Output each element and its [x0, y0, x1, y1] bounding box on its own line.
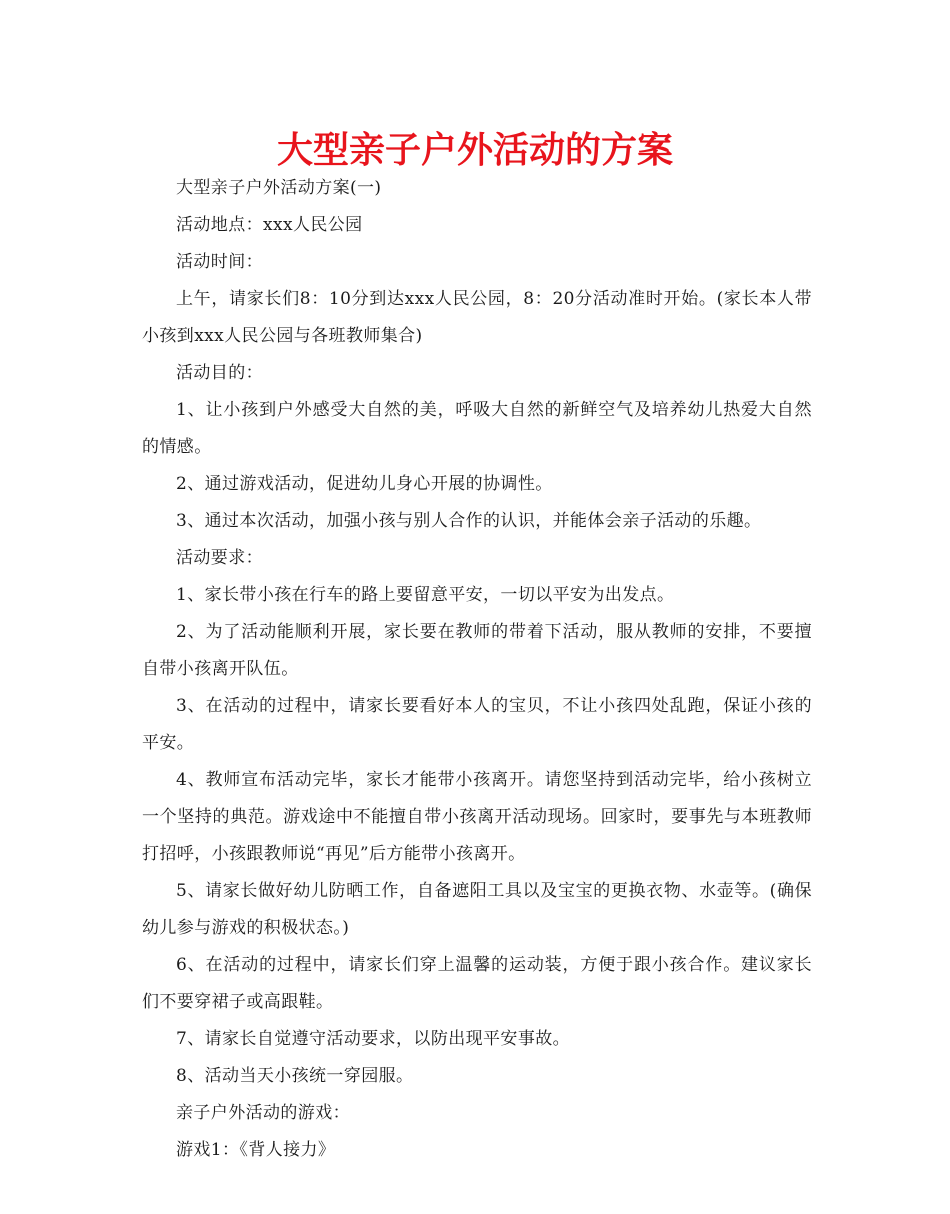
document-body [142, 170, 812, 1169]
paragraph: 2、通过游戏活动，促进幼儿身心开展的协调性。 [176, 474, 553, 494]
paragraph: 活动地点：xxx人民公园 [176, 215, 363, 235]
document-title: 大型亲子户外活动的方案 [276, 130, 673, 171]
paragraph: 1、让小孩到户外感受大自然的美，呼吸大自然的新鲜空气及培养幼儿热爱大自然的情感。 [142, 400, 812, 457]
paragraph: 8、活动当天小孩统一穿园服。 [176, 1066, 414, 1086]
paragraph: 7、请家长自觉遵守活动要求，以防出现平安事故。 [176, 1029, 571, 1049]
paragraph: 2、为了活动能顺利开展，家长要在教师的带着下活动，服从教师的安排，不要擅自带小孩离开队伍。 [142, 622, 812, 679]
paragraph: 5、请家长做好幼儿防晒工作，自备遮阳工具以及宝宝的更换衣物、水壶等。(确保幼儿参与游戏的积极状态。) [142, 881, 812, 938]
paragraph: 活动目的： [176, 363, 263, 383]
paragraph: 1、家长带小孩在行车的路上要留意平安，一切以平安为出发点。 [176, 585, 675, 605]
paragraph: 3、通过本次活动，加强小孩与别人合作的认识，并能体会亲子活动的乐趣。 [176, 511, 762, 531]
paragraph: 游戏1：《背人接力》 [176, 1140, 336, 1160]
paragraph: 亲子户外活动的游戏： [176, 1103, 350, 1123]
paragraph: 活动要求： [176, 548, 263, 568]
paragraph: 6、在活动的过程中，请家长们穿上温馨的运动装，方便于跟小孩合作。建议家长们不要穿裙子或高跟鞋。 [142, 955, 812, 1012]
paragraph: 活动时间： [176, 252, 263, 272]
paragraph: 上午，请家长们8：10分到达xxx人民公园，8：20分活动准时开始。(家长本人带小孩到xxx人民公园与各班教师集合) [142, 289, 812, 346]
paragraph: 3、在活动的过程中，请家长要看好本人的宝贝，不让小孩四处乱跑，保证小孩的平安。 [142, 696, 812, 753]
paragraph: 4、教师宣布活动完毕，家长才能带小孩离开。请您坚持到活动完毕，给小孩树立一个坚持的典范。游戏途中不能擅自带小孩离开活动现场。回家时，要事先与本班教师打招呼，小孩跟教师说“再见”后方能带小孩离开。 [142, 770, 812, 864]
paragraph: 大型亲子户外活动方案(一) [176, 178, 382, 198]
